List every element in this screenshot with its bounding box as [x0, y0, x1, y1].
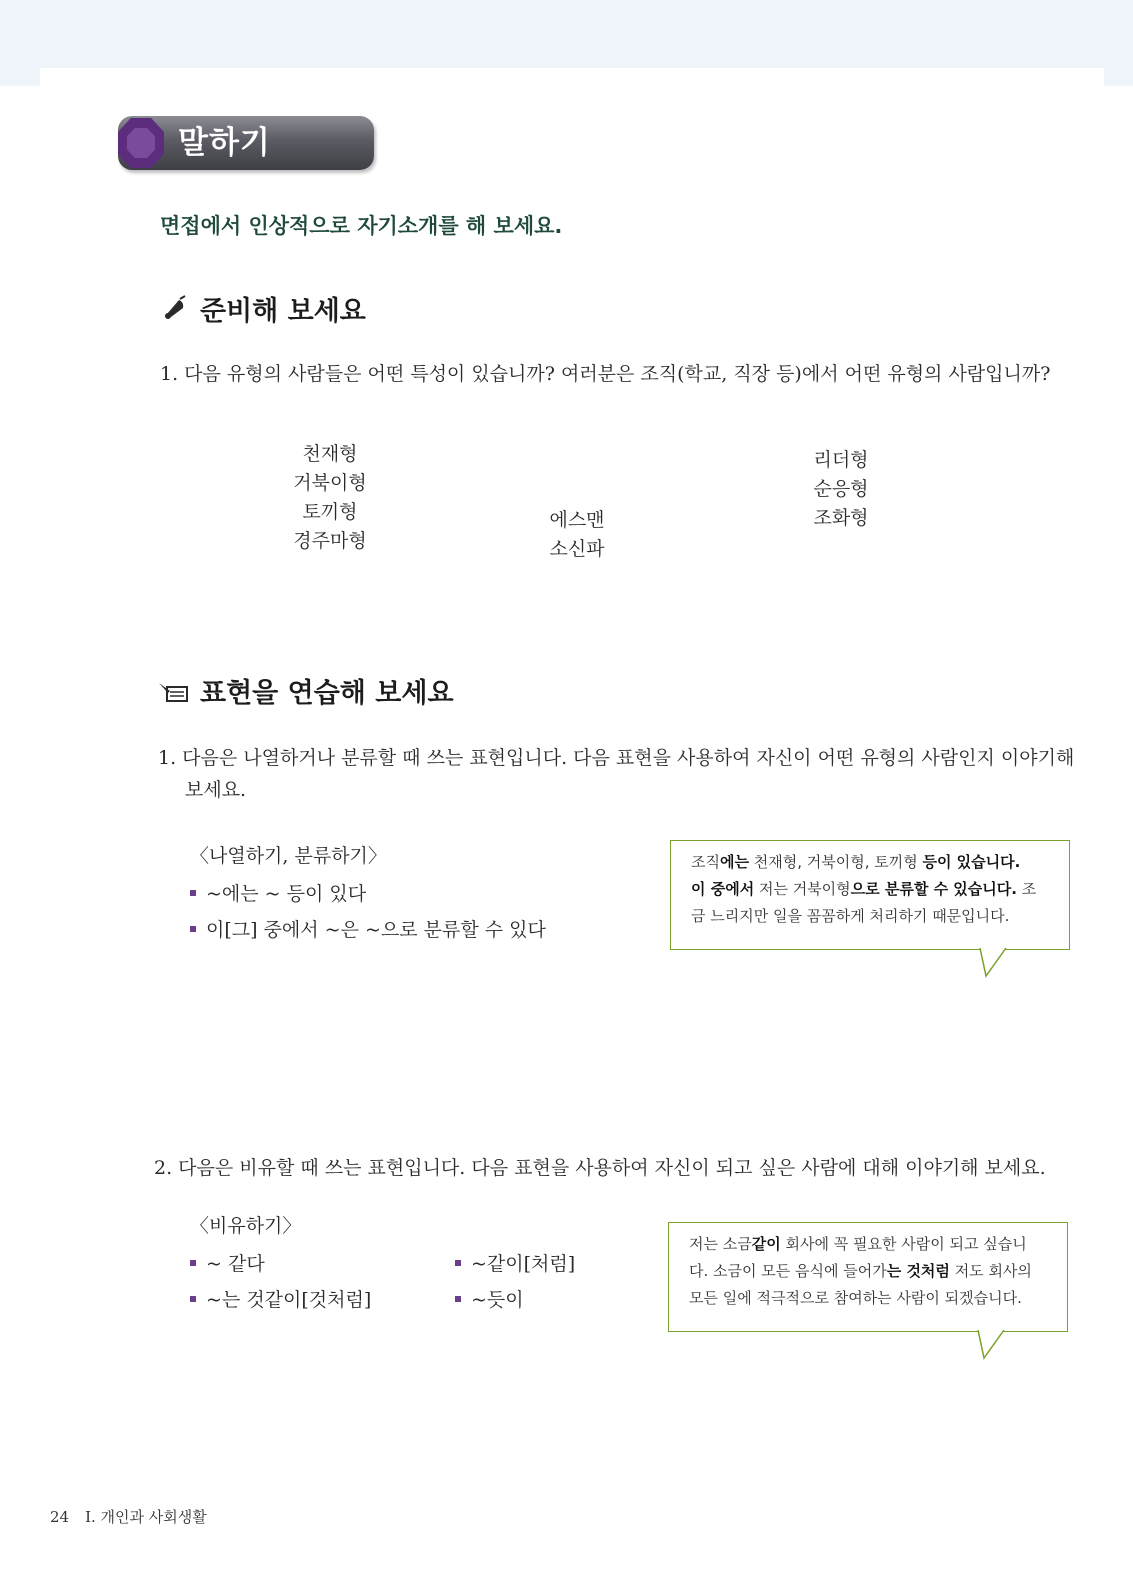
bubble-line — [691, 876, 1049, 903]
prepare-heading-text: 준비해 보세요 — [200, 296, 366, 327]
practice-q2: 2. 다음은 비유할 때 쓰는 표현입니다. 다음 표현을 사용하여 자신이 되고 싶은 사람에 대해 이야기해 보세요. — [154, 1157, 1046, 1179]
bubble-text: 회사에 꼭 필요한 사람이 되고 싶습니 — [780, 1235, 1027, 1253]
practice-q1-line1: 1. 다음은 나열하거나 분류할 때 쓰는 표현입니다. 다음 표현을 사용하여 자신이 어떤 유형의 사람인지 이야기해 — [158, 747, 1075, 769]
highlighted-expression: 같이 — [751, 1235, 781, 1253]
bubble-line — [689, 1258, 1047, 1285]
speech-bubble-tail — [976, 1330, 1006, 1362]
highlighted-expression: 등이 있습니다. — [922, 853, 1021, 871]
type-label: 경주마형 — [293, 530, 367, 552]
practice-q1 — [158, 742, 1074, 806]
type-label: 에스맨 — [549, 509, 605, 531]
q2-bullet: ~듯이 — [455, 1282, 575, 1318]
type-label: 순응형 — [813, 478, 869, 500]
bubble-text: 조직 — [691, 853, 720, 871]
bell-icon — [162, 295, 188, 331]
example-speech-bubble — [670, 840, 1070, 950]
type-label: 조화형 — [813, 507, 869, 529]
page-footer — [50, 1506, 207, 1527]
bubble-line — [689, 1231, 1047, 1258]
bubble-text: 다. 소금이 모든 음식에 들어가 — [689, 1262, 887, 1280]
practice-heading — [158, 676, 454, 712]
q1-bullet: ~에는 ~ 등이 있다 — [190, 876, 546, 912]
bubble-text: 저는 거북이형 — [754, 880, 851, 898]
bubble-text: 조 — [1016, 880, 1037, 898]
bubble-text: 모든 일에 적극적으로 참여하는 사람이 되겠습니다. — [689, 1289, 1022, 1307]
practice-q1-line2: 보세요. — [185, 779, 247, 801]
highlighted-expression: 으로 분류할 수 있습니다. — [850, 880, 1017, 898]
highlighted-expression: 이 중에서 — [691, 880, 755, 898]
prepare-question: 1. 다음 유형의 사람들은 어떤 특성이 있습니까? 여러분은 조직(학교, 직장 등)에서 어떤 유형의 사람입니까? — [160, 363, 1051, 385]
type-label: 토끼형 — [302, 501, 358, 523]
type-label: 소신파 — [549, 538, 605, 560]
bubble-text: 금 느리지만 일을 꼼꼼하게 처리하기 때문입니다. — [691, 907, 1010, 925]
q2-expression-group-right — [455, 1246, 575, 1318]
type-label: 거북이형 — [293, 472, 367, 494]
writing-hand-icon — [158, 677, 188, 713]
highlighted-expression: 에는 — [719, 853, 749, 871]
practice-heading-text: 표현을 연습해 보세요 — [200, 678, 454, 709]
q2-bullet: ~는 것같이[것처럼] — [190, 1282, 371, 1318]
bubble-text: 저는 소금 — [689, 1235, 752, 1253]
prepare-heading — [162, 294, 366, 330]
speech-bubble-tail — [978, 948, 1008, 980]
section-title: 말하기 — [178, 125, 271, 161]
q1-expression-group — [190, 840, 546, 948]
page-number: 24 — [50, 1508, 70, 1526]
type-label: 천재형 — [302, 443, 358, 465]
bubble-line — [691, 849, 1049, 876]
q2-expression-group — [190, 1210, 371, 1318]
bubble-text: 천재형, 거북이형, 토끼형 — [748, 853, 923, 871]
q1-bullet: 이[그] 중에서 ~은 ~으로 분류할 수 있다 — [190, 912, 546, 948]
type-label: 리더형 — [813, 449, 869, 471]
q2-bullet: ~ 같다 — [190, 1246, 371, 1282]
types-right-list — [800, 446, 882, 533]
types-middle-list — [537, 506, 617, 564]
example-speech-bubble — [668, 1222, 1068, 1332]
q2-group-title: 〈비유하기〉 — [190, 1215, 302, 1237]
gem-icon — [118, 118, 164, 168]
q2-bullet: ~같이[처럼] — [455, 1246, 575, 1282]
types-left-list — [285, 440, 375, 556]
bubble-line — [689, 1285, 1047, 1312]
bubble-text: 저도 회사의 — [949, 1262, 1032, 1280]
highlighted-expression: 는 것처럼 — [886, 1262, 950, 1280]
chapter-label: Ⅰ. 개인과 사회생활 — [85, 1508, 207, 1526]
q1-group-title: 〈나열하기, 분류하기〉 — [190, 845, 387, 867]
bubble-line — [691, 903, 1049, 930]
task-instruction: 면접에서 인상적으로 자기소개를 해 보세요. — [160, 214, 563, 238]
